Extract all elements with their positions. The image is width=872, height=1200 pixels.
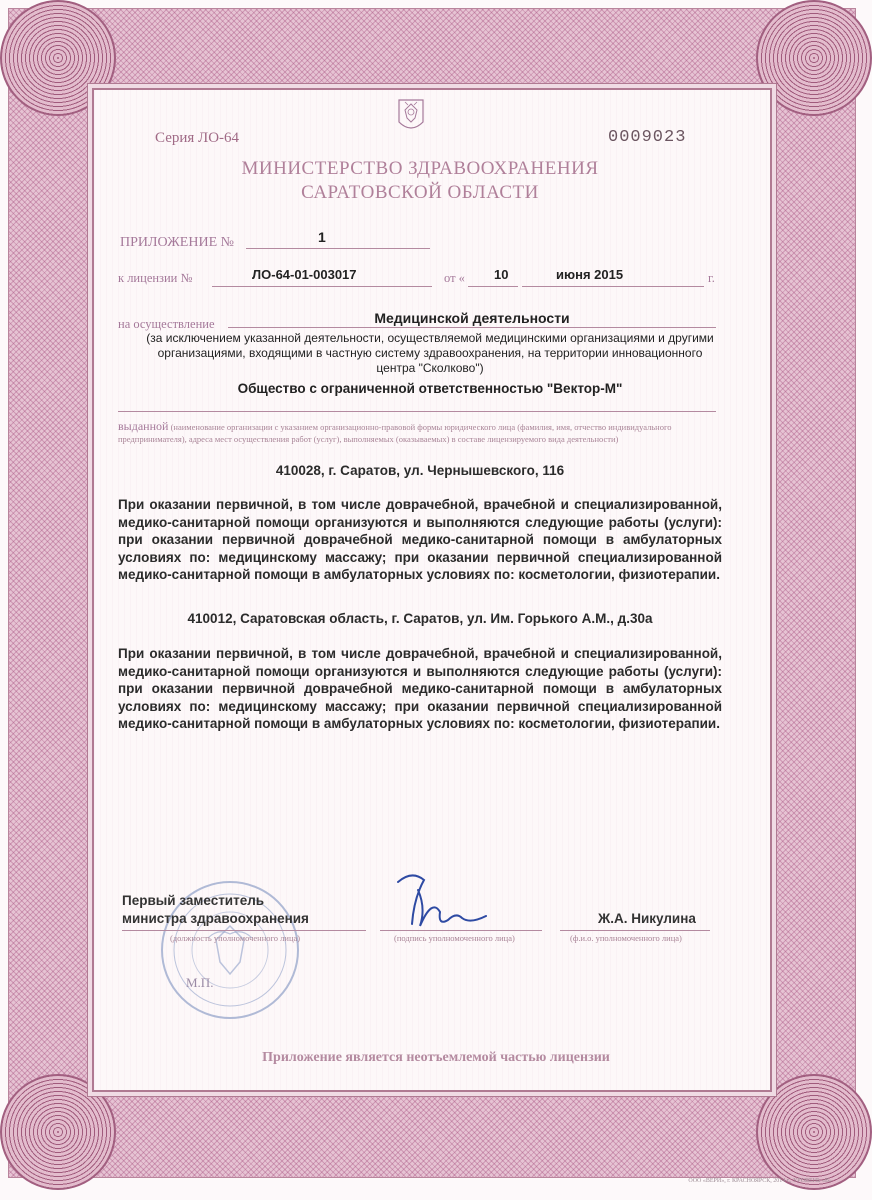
signatory-position-line2: министра здравоохранения [122,911,309,926]
license-month-year: июня 2015 [556,267,624,282]
license-month-underline [522,286,704,287]
location-1-address: 410028, г. Саратов, ул. Чернышевского, 116 [275,463,565,478]
activity-underline [228,327,716,328]
signatory-position-line1: Первый заместитель [122,893,265,908]
license-year-suffix: г. [708,271,715,285]
appendix-number: 1 [318,229,326,245]
form-number: 0009023 [608,128,687,147]
appendix-underline [246,248,430,249]
position-caption: (должность уполномоченного лица) [170,933,301,943]
ministry-region: САРАТОВСКОЙ ОБЛАСТИ [301,182,539,203]
license-date-label: от « [444,271,465,285]
license-day: 10 [494,267,509,282]
location-2-services: При оказании первичной, в том числе доврачебной, врачебной и специализированной, медико-санитарной помощи организуются и выполняются следующие работы (услуги): при оказании первичной доврачебной медико-санитарной помощи в амбулаторных условиях по: медицинскому массажу; при оказании первичной специализированной медико-санитарной помощи в амбулаторных условиях по: косметологии, физиотерапии. [118,646,722,731]
organization-underline [118,411,716,412]
appendix-label: ПРИЛОЖЕНИЕ № [120,235,234,250]
issued-label: выданной [118,419,169,433]
name-underline [560,930,710,931]
printer-imprint: ООО «ВЕРИ», г. КРАСНОЯРСК, 2014 г., УРОВЕНЬ «В» [688,1178,832,1184]
activity-label: на осуществление [118,317,215,331]
position-underline [122,930,366,931]
series-label: Серия ЛО-64 [155,130,240,146]
activity-value: Медицинской деятельности [374,310,570,326]
location-2-address: 410012, Саратовская область, г. Саратов, ул. Им. Горького А.М., д.30а [187,611,653,626]
signatory-name: Ж.А. Никулина [598,911,696,926]
name-caption: (ф.и.о. уполномоченного лица) [570,933,682,943]
license-number-underline [212,286,432,287]
ministry-title: МИНИСТЕРСТВО ЗДРАВООХРАНЕНИЯ [241,158,599,179]
signature-caption: (подпись уполномоченного лица) [394,933,515,943]
location-1-services: При оказании первичной, в том числе доврачебной, врачебной и специализированной, медико-санитарной помощи организуются и выполняются следующие работы (услуги): при оказании первичной доврачебной медико-санитарной помощи в амбулаторных условиях по: медицинскому массажу; при оказании первичной специализированной медико-санитарной помощи в амбулаторных условиях по: косметологии, физиотерапии. [118,497,722,582]
activity-note: (за исключением указанной деятельности, осуществляемой медицинскими организациями и другими организациями, входящими в частную систему здравоохранения, на территории инновационного центра "Сколково") [146,331,714,375]
issued-caption-text: (наименование организации с указанием организационно-правовой формы юридического лица (фамилия, имя, отчество индивидуального предпринимателя), адреса мест осуществления работ (услуг), выполняемых (оказываемых) в составе лицензируемого вида деятельности) [118,422,672,444]
issued-caption [118,420,718,445]
signature-underline [380,930,542,931]
organization-name: Общество с ограниченной ответственностью "Вектор-М" [237,381,623,396]
license-day-underline [468,286,518,287]
seal-label: М.П. [186,975,214,990]
coat-of-arms-icon [396,96,426,136]
license-number: ЛО-64-01-003017 [252,267,357,282]
license-label: к лицензии № [118,271,193,285]
footer-note: Приложение является неотъемлемой частью лицензии [262,1050,610,1065]
